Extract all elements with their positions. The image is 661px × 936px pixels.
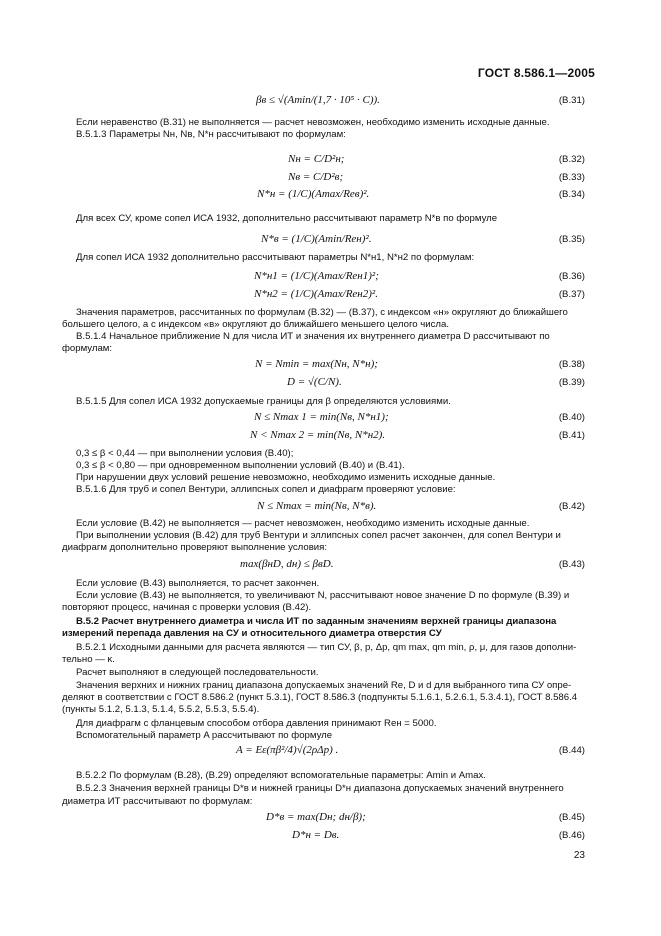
formula-number: (В.32) (558, 154, 585, 165)
paragraph-line: В.5.2.1 Исходными данными для расчета являются — тип СУ, β, p, Δp, qm max, qm min, ρ, μ, для газов дополни- (76, 642, 577, 653)
formula-b35: N*в = (1/C)(Amin/Reн)². (261, 233, 372, 245)
formula-b45: D*в = max(Dн; dн/β); (266, 811, 366, 823)
paragraph-line: В.5.1.3 Параметры Nн, Nв, N*н рассчитывают по формулам: (76, 129, 346, 140)
formula-number: (В.35) (558, 234, 585, 245)
paragraph-line: Для диафрагм с фланцевым способом отбора давления принимают Reн = 5000. (76, 718, 437, 729)
paragraph-line: Если условие (В.43) не выполняется, то увеличивают N, рассчитывают новое значение D по формуле (В.39) и (76, 590, 570, 601)
formula-number: (В.39) (558, 377, 585, 388)
paragraph-line: повторяют процесс, начиная с проверки условия (В.42). (62, 602, 312, 613)
formula-number: (В.31) (558, 95, 585, 106)
paragraph-line: При нарушении двух условий решение невозможно, необходимо изменить исходные данные. (76, 472, 496, 483)
paragraph-line: В.5.2.3 Значения верхней границы D*в и нижней границы D*н диапазона допускаемых значений внутреннего (76, 783, 564, 794)
paragraph-line: диаметра ИТ рассчитывают по формулам: (62, 796, 253, 807)
formula-number: (В.41) (558, 430, 585, 441)
section-heading-line: измерений перепада давления на СУ и относительного диаметра отверстия СУ (62, 628, 442, 639)
paragraph-line: В.5.1.5 Для сопел ИСА 1932 допускаемые границы для β определяются условиями. (76, 396, 451, 407)
formula-number: (В.38) (558, 359, 585, 370)
formula-number: (В.44) (558, 745, 585, 756)
formula-number: (В.43) (558, 559, 585, 570)
paragraph-line: большего целого, а с индексом «в» округляют до ближайшего меньшего целого числа. (62, 319, 450, 330)
paragraph-line: При выполнении условия (В.42) для труб Вентури и эллипсных сопел расчет закончен, для сопел Вентури и (76, 530, 561, 541)
paragraph-line: Если неравенство (В.31) не выполняется — расчет невозможен, необходимо изменить исходные данные. (76, 117, 550, 128)
paragraph-line: В.5.1.6 Для труб и сопел Вентури, эллипсных сопел и диафрагм проверяют условие: (76, 484, 456, 495)
paragraph-line: (пункты 5.1.2, 5.1.3, 5.1.4, 5.5.2, 5.5.3, 5.5.4). (62, 704, 260, 715)
formula-b33: Nв = C/D²в; (288, 171, 344, 183)
formula-b34: N*н = (1/C)(Amax/Reв)². (257, 188, 370, 200)
paragraph-line: Если условие (В.43) выполняется, то расчет закончен. (76, 578, 320, 589)
paragraph-line: 0,3 ≤ β < 0,80 — при одновременном выполнении условий (В.40) и (В.41). (76, 460, 405, 471)
formula-b40: N ≤ Nmax 1 = min(Nв, N*н1); (254, 411, 389, 423)
paragraph-line: формулам: (62, 343, 113, 354)
paragraph-line: В.5.1.4 Начальное приближение N для числа ИТ и значения их внутреннего диаметра D рассчитывают по (76, 331, 550, 342)
paragraph-line: В.5.2.2 По формулам (В.28), (В.29) определяют вспомогательные параметры: Amin и Amax. (76, 770, 486, 781)
paragraph-line: 0,3 ≤ β < 0,44 — при выполнении условия (В.40); (76, 448, 294, 459)
paragraph-line: Значения верхних и нижних границ диапазона допускаемых значений Re, D и d для выбранного типа СУ опре- (76, 680, 572, 691)
paragraph-line: Вспомогательный параметр A рассчитывают по формуле (76, 730, 333, 741)
formula-b43: max(βнD, dн) ≤ βвD. (240, 558, 334, 570)
formula-b44: A = Eε(πβ²/4)√(2ρΔp) . (236, 744, 339, 756)
formula-number: (В.40) (558, 412, 585, 423)
formula-b32: Nн = C/D²н; (288, 153, 345, 165)
formula-b42: N ≤ Nmax = min(Nв, N*в). (257, 500, 377, 512)
formula-b38: N = Nmin = max(Nн, N*н); (255, 358, 378, 370)
formula-number: (В.42) (558, 501, 585, 512)
paragraph-line: деляют в соответствии с ГОСТ 8.586.2 (пункт 5.3.1), ГОСТ 8.586.3 (подпункты 5.1.6.1, 5.2.6.1, 5.3.4.1), ГОСТ 8.586.4 (62, 692, 578, 703)
paragraph-line: диафрагм дополнительно проверяют выполнение условия: (62, 542, 328, 553)
formula-b41: N < Nmax 2 = min(Nв, N*н2). (250, 429, 386, 441)
page-header: ГОСТ 8.586.1—2005 (477, 66, 595, 80)
paragraph-line: Для сопел ИСА 1932 дополнительно рассчитывают параметры N*н1, N*н2 по формулам: (76, 252, 475, 263)
formula-b36: N*н1 = (1/C)(Amax/Reн1)²; (254, 270, 379, 282)
section-heading-line: В.5.2 Расчет внутреннего диаметра и числа ИТ по заданным значениям верхней границы диапазона (76, 616, 557, 627)
formula-b37: N*н2 = (1/C)(Amax/Reн2)². (254, 288, 378, 300)
paragraph-line: тельно — κ. (62, 654, 115, 665)
formula-number: (В.37) (558, 289, 585, 300)
paragraph-line: Значения параметров, рассчитанных по формулам (В.32) — (В.37), с индексом «н» округляют до ближайшего (76, 307, 568, 318)
formula-number: (В.45) (558, 812, 585, 823)
formula-b39: D = √(C/N). (287, 376, 342, 388)
page-number: 23 (573, 850, 585, 861)
formula-b46: D*н = Dв. (292, 829, 340, 841)
formula-number: (В.36) (558, 271, 585, 282)
formula-number: (В.33) (558, 172, 585, 183)
formula-number: (В.46) (558, 830, 585, 841)
formula-b31: βв ≤ √(Amin/(1,7 · 10⁵ · C)). (256, 94, 380, 106)
paragraph-line: Для всех СУ, кроме сопел ИСА 1932, дополнительно рассчитывают параметр N*в по формуле (76, 213, 498, 224)
paragraph-line: Расчет выполняют в следующей последовательности. (76, 667, 319, 678)
formula-number: (В.34) (558, 189, 585, 200)
paragraph-line: Если условие (В.42) не выполняется — расчет невозможен, необходимо изменить исходные данные. (76, 518, 530, 529)
